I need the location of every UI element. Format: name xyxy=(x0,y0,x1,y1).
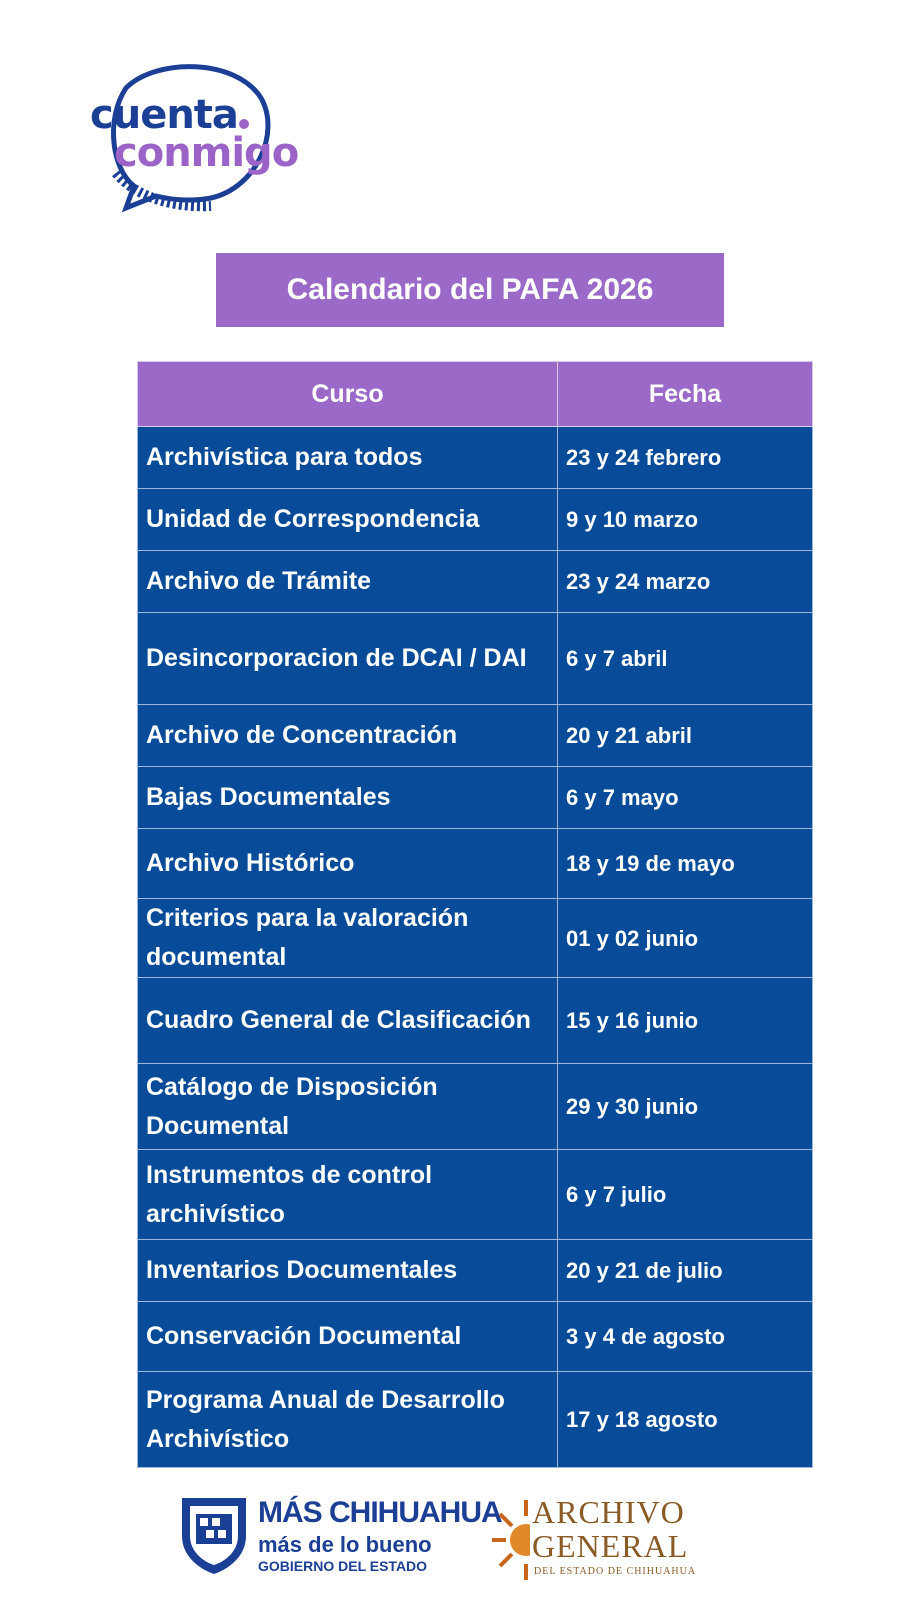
course-date: 6 y 7 abril xyxy=(558,613,813,705)
logo-text-cuenta: cuenta xyxy=(90,92,238,138)
course-name: Archivo Histórico xyxy=(138,829,558,899)
course-name: Archivística para todos xyxy=(138,427,558,489)
table-row xyxy=(138,1150,813,1240)
cuenta-conmigo-logo xyxy=(86,58,316,218)
column-header-fecha: Fecha xyxy=(558,362,813,427)
course-date: 20 y 21 abril xyxy=(558,705,813,767)
state-shield-icon xyxy=(176,1492,252,1576)
gov-logo-line2: más de lo bueno xyxy=(258,1532,432,1557)
archive-logo-line1: ARCHIVO xyxy=(532,1494,685,1530)
course-date: 18 y 19 de mayo xyxy=(558,829,813,899)
table-row xyxy=(138,1372,813,1468)
table-row xyxy=(138,551,813,613)
course-schedule-table xyxy=(137,361,813,1468)
course-date: 15 y 16 junio xyxy=(558,978,813,1064)
table-row xyxy=(138,829,813,899)
archive-logo-line2: GENERAL xyxy=(532,1528,689,1564)
archive-sun-icon xyxy=(486,1490,530,1590)
column-header-curso: Curso xyxy=(138,362,558,427)
footer-logos xyxy=(0,1480,900,1590)
course-date: 3 y 4 de agosto xyxy=(558,1302,813,1372)
course-name: Archivo de Trámite xyxy=(138,551,558,613)
logo-text-conmigo: conmigo xyxy=(114,130,299,176)
course-name: Archivo de Concentración xyxy=(138,705,558,767)
course-date: 17 y 18 agosto xyxy=(558,1372,813,1468)
table-header-row xyxy=(138,362,813,427)
course-name: Instrumentos de control archivístico xyxy=(138,1150,558,1240)
gov-logo-line1: MÁS CHIHUAHUA xyxy=(258,1496,502,1529)
table-row xyxy=(138,489,813,551)
course-date: 29 y 30 junio xyxy=(558,1064,813,1150)
course-date: 20 y 21 de julio xyxy=(558,1240,813,1302)
course-name: Unidad de Correspondencia xyxy=(138,489,558,551)
table-row xyxy=(138,613,813,705)
table-row xyxy=(138,705,813,767)
course-name: Catálogo de Disposición Documental xyxy=(138,1064,558,1150)
course-date: 01 y 02 junio xyxy=(558,899,813,978)
table-row xyxy=(138,1064,813,1150)
table-row xyxy=(138,978,813,1064)
course-name: Bajas Documentales xyxy=(138,767,558,829)
course-name: Cuadro General de Clasificación xyxy=(138,978,558,1064)
table-row xyxy=(138,427,813,489)
course-name: Conservación Documental xyxy=(138,1302,558,1372)
page-title: Calendario del PAFA 2026 xyxy=(216,253,724,327)
course-name: Programa Anual de Desarrollo Archivístico xyxy=(138,1372,558,1468)
archive-logo-line3: DEL ESTADO DE CHIHUAHUA xyxy=(534,1566,697,1577)
course-name: Inventarios Documentales xyxy=(138,1240,558,1302)
course-date: 9 y 10 marzo xyxy=(558,489,813,551)
table-row xyxy=(138,767,813,829)
course-name: Desincorporacion de DCAI / DAI xyxy=(138,613,558,705)
course-date: 23 y 24 febrero xyxy=(558,427,813,489)
course-date: 6 y 7 julio xyxy=(558,1150,813,1240)
table-row xyxy=(138,1302,813,1372)
gov-logo-line3: GOBIERNO DEL ESTADO xyxy=(258,1558,428,1574)
course-date: 6 y 7 mayo xyxy=(558,767,813,829)
table-row xyxy=(138,899,813,978)
table-row xyxy=(138,1240,813,1302)
course-name: Criterios para la valoración documental xyxy=(138,899,558,978)
course-date: 23 y 24 marzo xyxy=(558,551,813,613)
